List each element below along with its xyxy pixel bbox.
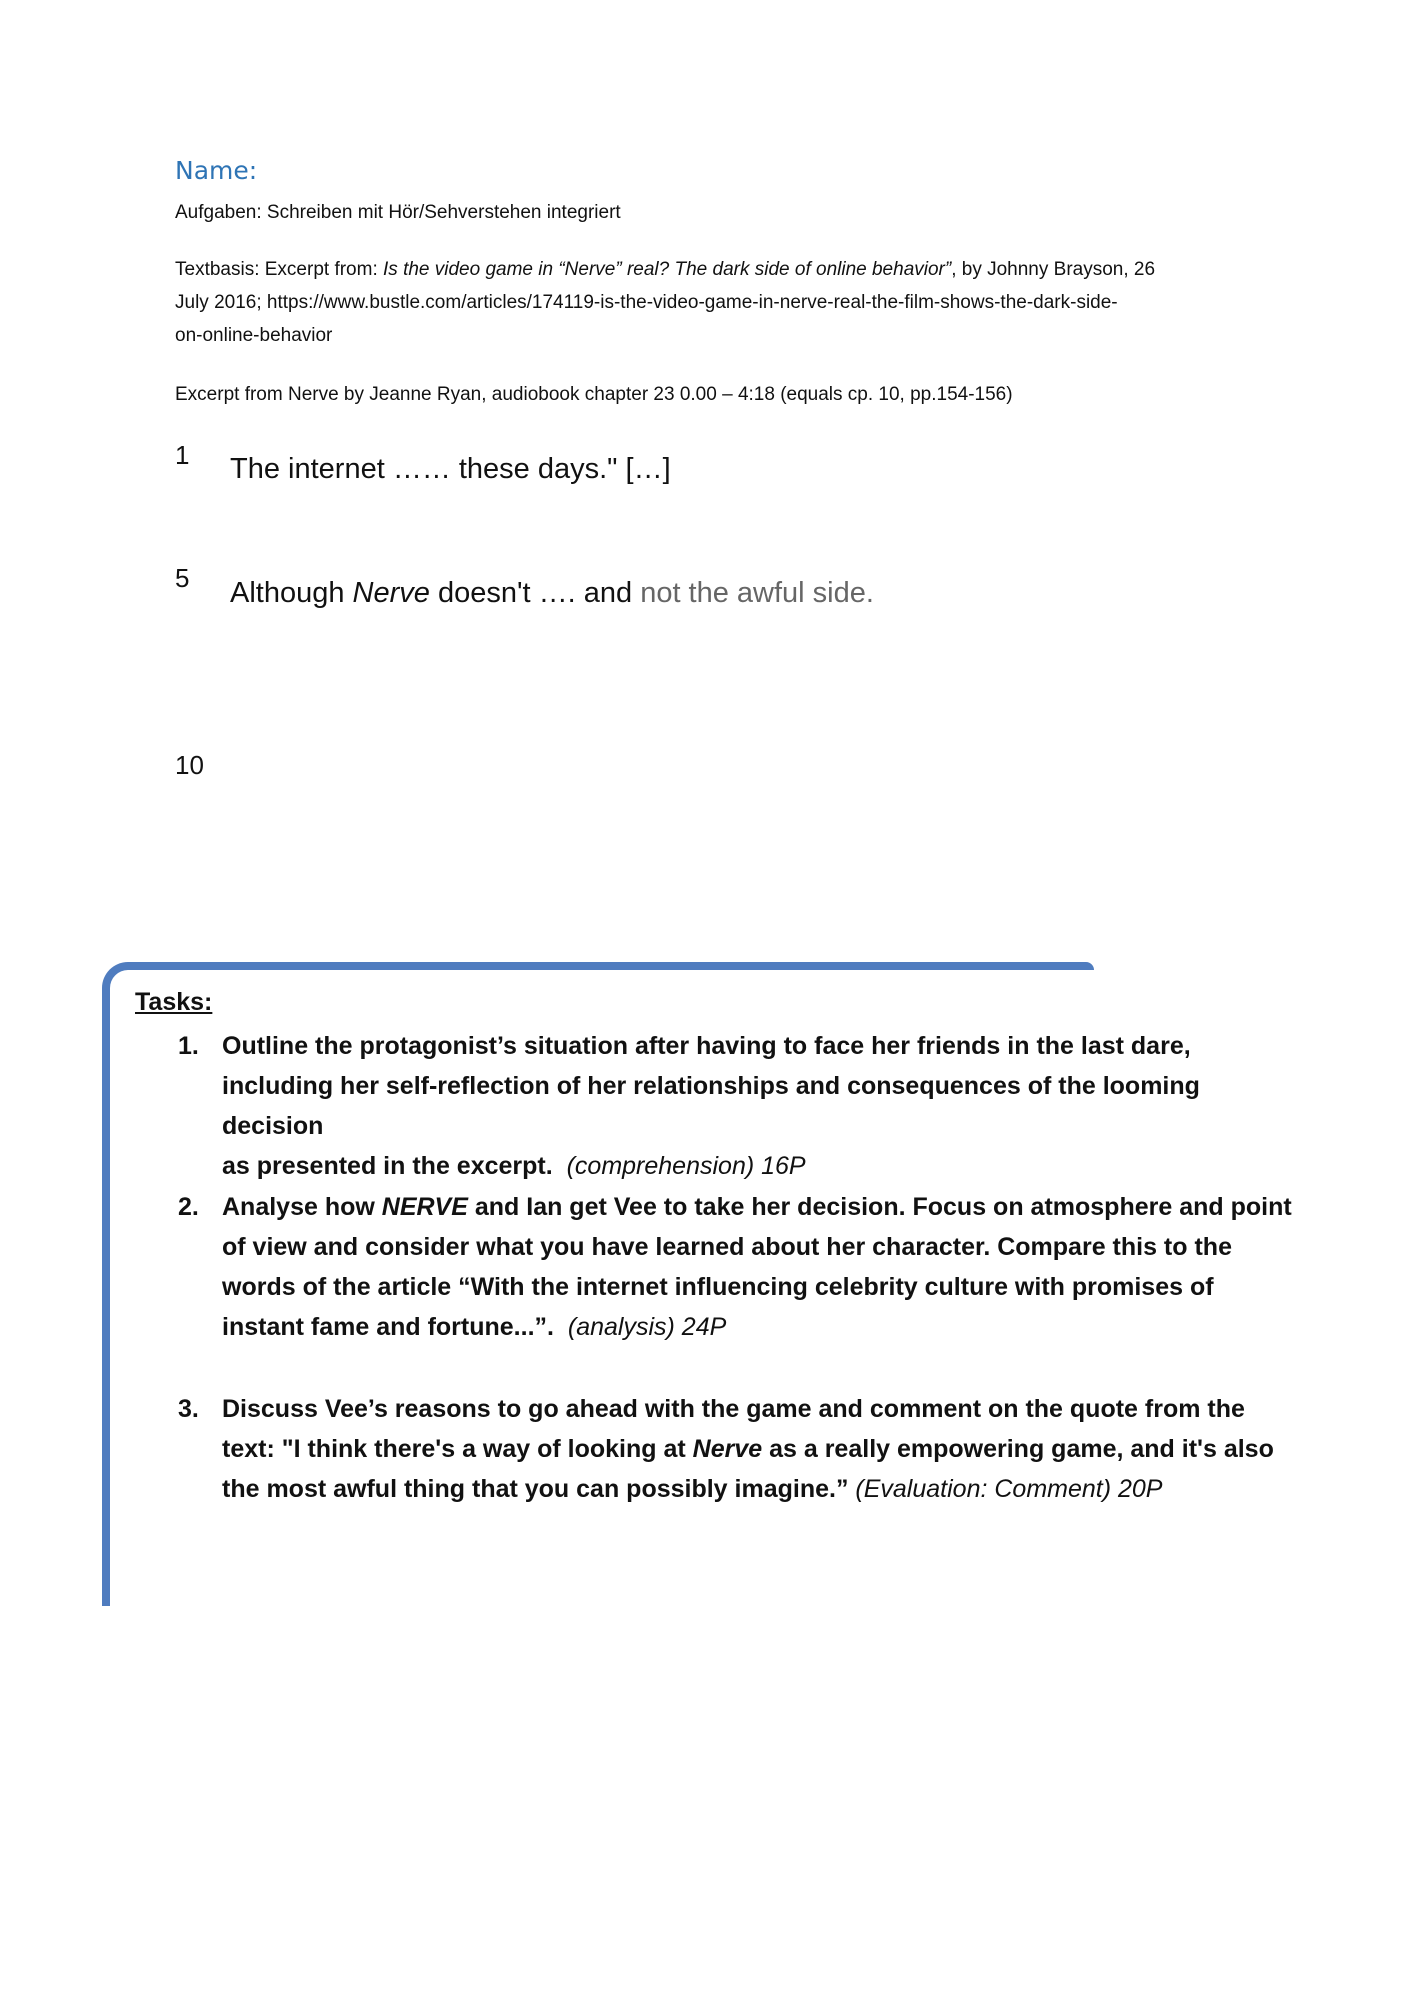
textbasis bbox=[175, 253, 1305, 352]
task-1-line-3: as presented in the excerpt. bbox=[222, 1152, 553, 1180]
textbasis-title: Is the video game in “Nerve” real? The dark side of online behavior” bbox=[383, 259, 952, 280]
line-number-10: 10 bbox=[175, 750, 204, 780]
task-3-line-1: Discuss Vee’s reasons to go ahead with the game and comment on the quote from the bbox=[222, 1395, 1245, 1423]
task-1-line-1: Outline the protagonist’s situation after having to face her friends in the last dare, bbox=[222, 1032, 1191, 1060]
aufgaben-line: Aufgaben: Schreiben mit Hör/Sehverstehen integriert bbox=[175, 202, 621, 223]
task-1-line-2: including her self-reflection of her relationships and consequences of the looming decision bbox=[222, 1072, 1200, 1140]
textbasis-author: , by Johnny Brayson, 26 bbox=[951, 259, 1156, 280]
task-1-note: (comprehension) 16P bbox=[566, 1152, 806, 1180]
excerpt-line-2-nerve: Nerve bbox=[352, 577, 430, 609]
task-2-line-4: instant fame and fortune...”. bbox=[222, 1313, 554, 1341]
textbasis-url: July 2016; https://www.bustle.com/articles/174119-is-the-video-game-in-nerve-real-the-film-shows-the-dark-side- bbox=[175, 292, 1118, 313]
task-2-line-1a: Analyse how bbox=[222, 1193, 382, 1221]
task-2-line-3: words of the article “With the internet influencing celebrity culture with promises of bbox=[222, 1273, 1214, 1301]
task-2-nerve: NERVE bbox=[381, 1193, 468, 1221]
excerpt-line-2-b: doesn't …. and bbox=[429, 577, 641, 609]
line-number-1: 1 bbox=[175, 440, 190, 470]
task-2-number: 2. bbox=[178, 1193, 199, 1221]
textbasis-prefix: Textbasis: Excerpt from: bbox=[175, 259, 384, 280]
excerpt-line-2-gray: not the awful side. bbox=[640, 577, 874, 609]
tasks-title: Tasks: bbox=[135, 988, 213, 1016]
task-2-line-2: of view and consider what you have learned about her character. Compare this to the bbox=[222, 1233, 1232, 1261]
task-3-line-2c: as a really empowering game, and it's also bbox=[762, 1435, 1274, 1463]
task-2-line-1c: and Ian get Vee to take her decision. Focus on atmosphere and point bbox=[467, 1193, 1292, 1221]
task-3-line-2a: text: "I think there's a way of looking at bbox=[222, 1435, 693, 1463]
excerpt-line-1: The internet …… these days." […] bbox=[230, 453, 671, 485]
task-3-note: (Evaluation: Comment) 20P bbox=[855, 1475, 1163, 1503]
task-3-line-3: the most awful thing that you can possibly imagine.” bbox=[222, 1475, 849, 1503]
name-label: Name: bbox=[175, 156, 258, 185]
task-3-number: 3. bbox=[178, 1395, 199, 1423]
task-3-nerve: Nerve bbox=[692, 1435, 763, 1463]
excerpt-line-2 bbox=[230, 577, 874, 610]
excerpt-note: Excerpt from Nerve by Jeanne Ryan, audiobook chapter 23 0.00 – 4:18 (equals cp. 10, pp.154-156) bbox=[175, 384, 1013, 405]
line-number-5: 5 bbox=[175, 563, 190, 593]
task-2-note: (analysis) 24P bbox=[567, 1313, 727, 1341]
task-1-number: 1. bbox=[178, 1032, 199, 1060]
excerpt-line-2-a: Although bbox=[230, 577, 353, 609]
textbasis-url-end: on-online-behavior bbox=[175, 325, 333, 346]
